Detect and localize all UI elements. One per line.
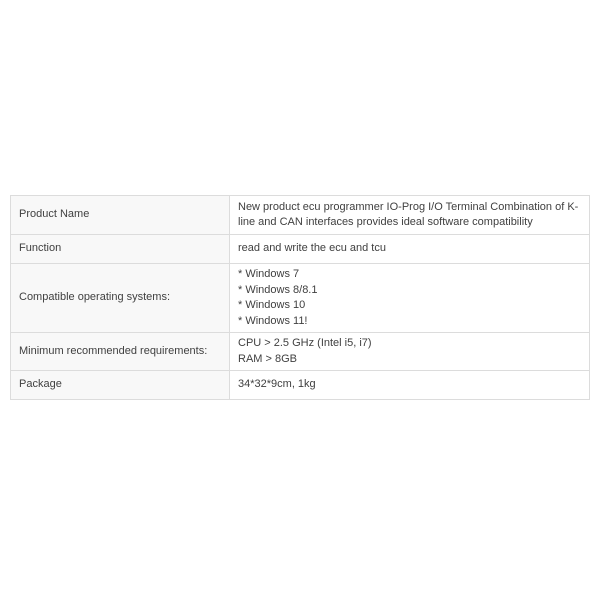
table-row-requirements	[11, 333, 590, 371]
value-line: read and write the ecu and tcu	[238, 242, 386, 255]
os-item-windows-8: * Windows 8/8.1	[238, 283, 318, 296]
row-value-package	[230, 371, 590, 400]
row-label-function: Function	[11, 235, 230, 264]
table-row-product-name	[11, 196, 590, 235]
row-label-package: Package	[11, 371, 230, 400]
product-spec-table	[10, 195, 590, 400]
os-item-windows-10: * Windows 10	[238, 299, 306, 311]
value-line: 34*32*9cm, 1kg	[238, 378, 316, 391]
row-value-function	[230, 235, 590, 264]
row-label-requirements: Minimum recommended requirements:	[11, 333, 230, 371]
row-value-requirements	[230, 333, 590, 371]
table-row-package	[11, 371, 590, 400]
row-value-compatible-os	[230, 264, 590, 333]
requirement-ram: RAM > 8GB	[238, 352, 297, 365]
row-label-product-name: Product Name	[11, 196, 230, 235]
table-row-function	[11, 235, 590, 264]
row-label-compatible-os: Compatible operating systems:	[11, 264, 230, 333]
table-row-compatible-os	[11, 264, 590, 333]
os-item-windows-11: * Windows 11!	[238, 314, 308, 327]
value-line: New product ecu programmer IO-Prog I/O Terminal Combination of K-line and CAN interfaces provides ideal software compatibility	[238, 200, 579, 228]
os-item-windows-7: * Windows 7	[238, 268, 300, 280]
row-value-product-name	[230, 196, 590, 235]
requirement-cpu: CPU > 2.5 GHz (Intel i5, i7)	[238, 337, 372, 349]
